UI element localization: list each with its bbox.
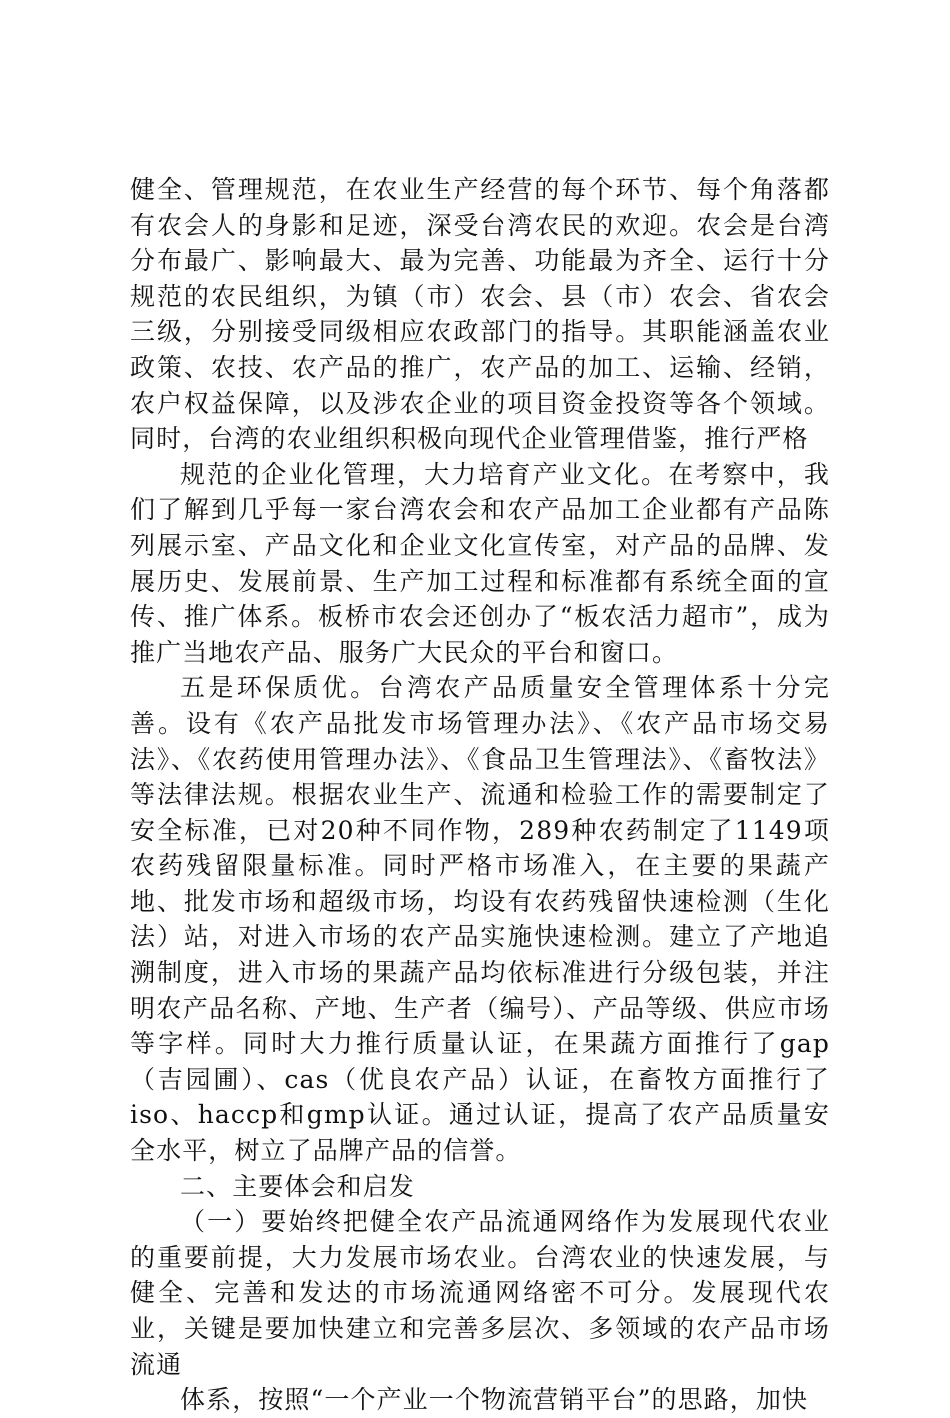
- paragraph-farmers-association: 健全、管理规范，在农业生产经营的每个环节、每个角落都有农会人的身影和足迹，深受台湾农民的欢迎。农会是台湾分布最广、影响最大、最为完善、功能最为齐全、运行十分规范的农民组织，为镇（市）农会、县（市）农会、省农会三级，分别接受同级相应农政部门的指导。其职能涵盖农业政策、农技、农产品的推广，农产品的加工、运输、经销，农户权益保障，以及涉农企业的项目资金投资等各个领域。同时，台湾的农业组织积极向现代企业管理借鉴，推行严格: [130, 175, 830, 454]
- paragraph-logistics-platform: 体系，按照“一个产业一个物流营销平台”的思路，加快: [180, 1385, 809, 1415]
- paragraph-market-circulation: （一）要始终把健全农产品流通网络作为发展现代农业的重要前提，大力发展市场农业。台湾农业的快速发展，与健全、完善和发达的市场流通网络密不可分。发展现代农业，关键是要加快建立和完善多层次、多领域的农产品市场流通: [130, 1207, 830, 1379]
- paragraph-enterprise-management: 规范的企业化管理，大力培育产业文化。在考察中，我们了解到几乎每一家台湾农会和农产品加工企业都有产品陈列展示室、产品文化和企业文化宣传室，对产品的品牌、发展历史、发展前景、生产加工过程和标准都有系统全面的宣传、推广体系。板桥市农会还创办了“板农活力超市”，成为推广当地农产品、服务广大民众的平台和窗口。: [130, 459, 830, 667]
- paragraph-quality-safety: 五是环保质优。台湾农产品质量安全管理体系十分完善。设有《农产品批发市场管理办法》、《农产品市场交易法》、《农药使用管理办法》、《食品卫生管理法》、《畜牧法》等法律法规。根据农业生产、流通和检验工作的需要制定了安全标准，已对20种不同作物，289种农药制定了1149项农药残留限量标准。同时严格市场准入，在主要的果蔬产地、批发市场和超级市场，均设有农药残留快速检测（生化法）站，对进入市场的农产品实施快速检测。建立了产地追溯制度，进入市场的果蔬产品均依标准进行分级包装，并注明农产品名称、产地、生产者（编号）、产品等级、供应市场等字样。同时大力推行质量认证，在果蔬方面推行了gap（吉园圃）、cas（优良农产品）认证，在畜牧方面推行了iso、haccp和gmp认证。通过认证，提高了农产品质量安全水平，树立了品牌产品的信誉。: [130, 673, 830, 1166]
- section-heading-insights: 二、主要体会和启发: [180, 1171, 415, 1201]
- document-body: [130, 172, 830, 1418]
